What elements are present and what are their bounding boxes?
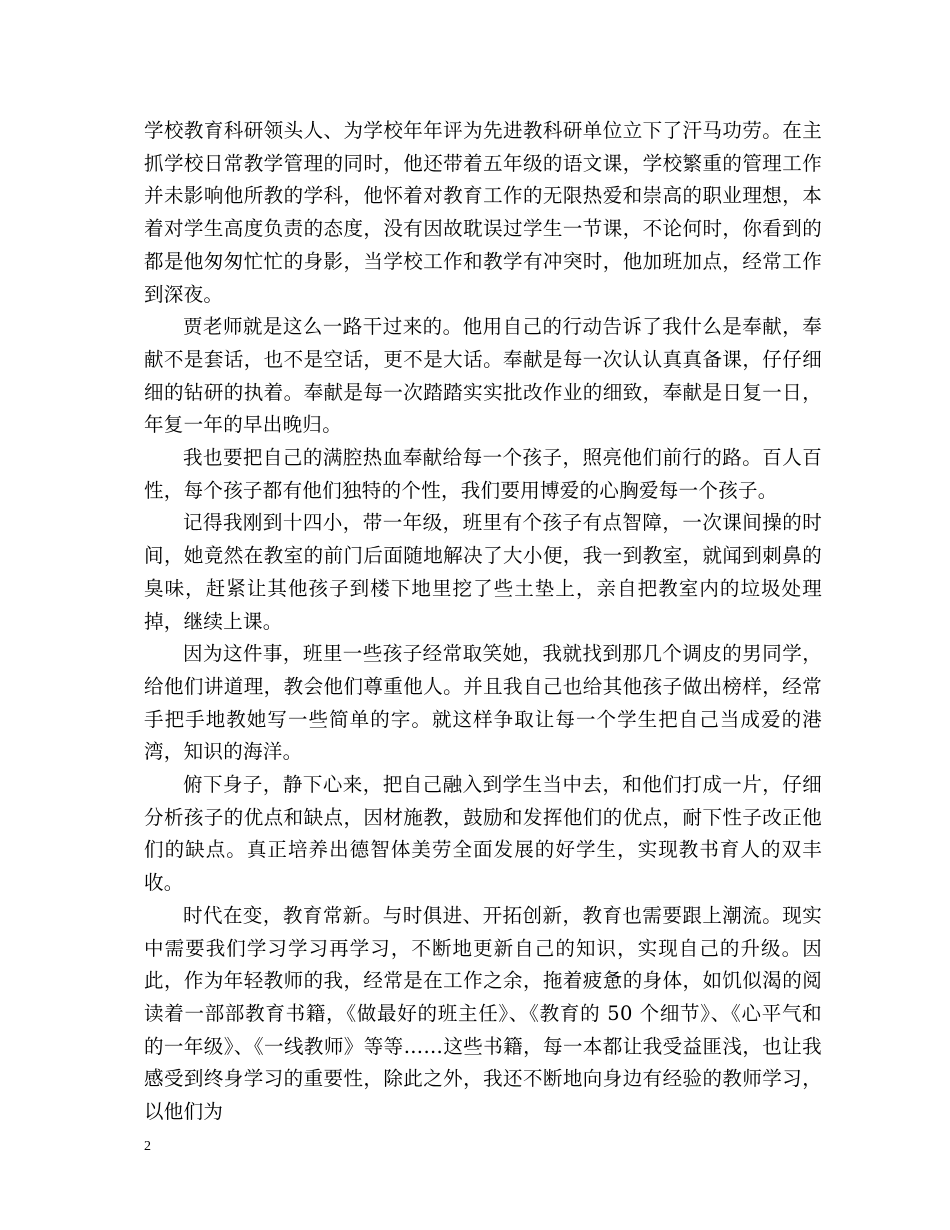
paragraph-1: 学校教育科研领头人、为学校年年评为先进教科研单位立下了汗马功劳。在主抓学校日常教学管理的同时，他还带着五年级的语文课，学校繁重的管理工作并未影响他所教的学科，他怀着对教育工作的无限热爱和崇高的职业理想，本着对学生高度负责的态度，没有因故耽误过学生一节课，不论何时，你看到的都是他匆匆忙忙的身影，当学校工作和教学有冲突时，他加班加点，经常工作到深夜。 [144,119,822,306]
paragraph-5: 因为这件事，班里一些孩子经常取笑她，我就找到那几个调皮的男同学，给他们讲道理，教会他们尊重他人。并且我自己也给其他孩子做出榜样，经常手把手地教她写一些简单的字。就这样争取让每一个学生把自己当成爱的港湾，知识的海洋。 [144,642,822,764]
paragraph-6: 俯下身子，静下心来，把自己融入到学生当中去，和他们打成一片，仔细分析孩子的优点和缺点，因材施教，鼓励和发挥他们的优点，耐下性子改正他们的缺点。真正培养出德智体美劳全面发展的好学生，实现教书育人的双丰收。 [144,773,822,895]
paragraph-3: 我也要把自己的满腔热血奉献给每一个孩子，照亮他们前行的路。百人百性，每个孩子都有他们独特的个性，我们要用博爱的心胸爱每一个孩子。 [144,446,822,502]
paragraph-7: 时代在变，教育常新。与时俱进、开拓创新，教育也需要跟上潮流。现实中需要我们学习学习再学习，不断地更新自己的知识，实现自己的升级。因此，作为年轻教师的我，经常是在工作之余，拖着疲惫的身体，如饥似渴的阅读着一部部教育书籍，《做最好的班主任》、《教育的 50 个细节》、《心平气和的一年级》、《一线教师》等等……这些书籍，每一本都让我受益匪浅，也让我感受到终身学习的重要性，除此之外，我还不断地向身边有经验的教师学习，以他们为 [144,903,822,1124]
paragraph-4: 记得我刚到十四小，带一年级，班里有个孩子有点智障，一次课间操的时间，她竟然在教室的前门后面随地解决了大小便，我一到教室，就闻到刺鼻的臭味，赶紧让其他孩子到楼下地里挖了些土垫上，亲自把教室内的垃圾处理掉，继续上课。 [144,511,822,633]
page-number: 2 [144,1139,151,1154]
body-text [144,115,822,1129]
paragraph-2: 贾老师就是这么一路干过来的。他用自己的行动告诉了我什么是奉献，奉献不是套话，也不是空话，更不是大话。奉献是每一次认认真真备课，仔仔细细的钻研的执着。奉献是每一次踏踏实实批改作业的细致，奉献是日复一日，年复一年的早出晚归。 [144,315,822,437]
